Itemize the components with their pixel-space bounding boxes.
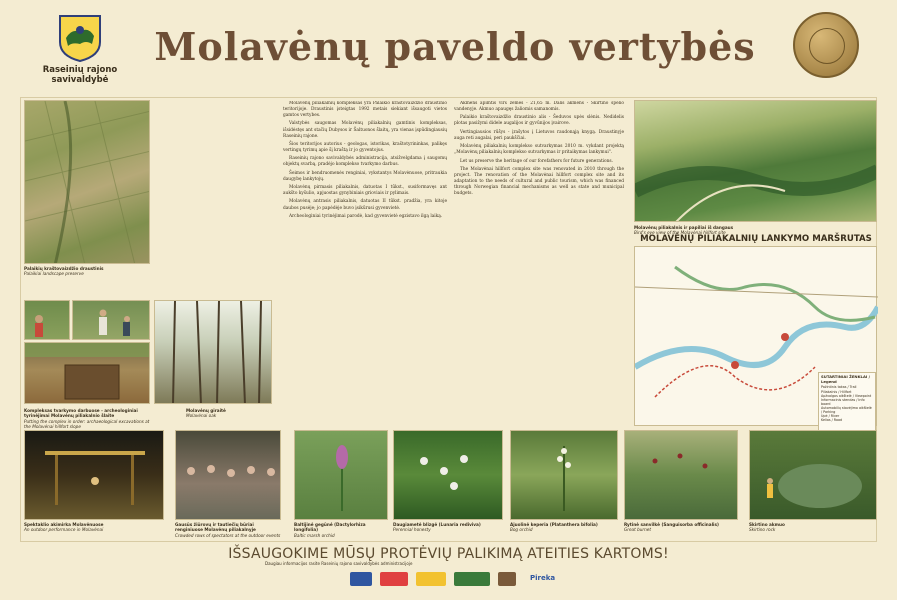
ministry-logo <box>454 572 490 586</box>
caption-oak-en: Molavėnai oak <box>186 413 217 419</box>
burnet-photo <box>624 430 738 520</box>
col1-paragraph: Molavėnų antrasis piliakalnis, datuotas II tūkst. pradžia, yra kitoje daubos pusėje; jo papėdėje buvo įsikūrusi gyvenvietė. <box>283 199 447 211</box>
audience-photo <box>175 430 281 520</box>
norway-grants-logo <box>380 572 408 586</box>
col2-paragraph: The Molavėnai hillfort complex site was renovated in 2010 through the project. The renovation of the Molavėnai hillfort complex site and its adaptation to the needs of cultural and public tourism, which was financed through Norwegian financial mechanisms as well as state and municipal budgets. <box>454 166 624 197</box>
caption-honesty <box>393 522 503 533</box>
col1-paragraph: Molavėnų piliakalnių kompleksas yra Palaikio kraštovaizdžio draustinio teritorijoje. Draustinis įsteigtas 1992 metais siekiant išsaugoti vietos gamtos vertybes. <box>283 101 447 119</box>
caption-audience-lt: Gausūs žiūrovų ir tautiečių būriai renginiuose Molavėnų piliakalnyje <box>175 522 256 533</box>
lithuania-logo <box>416 572 446 586</box>
legend-item: Apžvalgos aikštelė / Viewpoint <box>821 393 872 398</box>
footer-contact: Daugiau informacijos rasite Raseinių rajono savivaldybės administracijoje <box>265 561 413 566</box>
caption-landscape-lt: Palaikių kraštovaizdžio draustinis <box>24 266 104 271</box>
text-column-2 <box>454 101 624 427</box>
caption-orchid <box>294 522 388 538</box>
legend-item: Upė / River <box>821 414 840 419</box>
orchid-photo <box>294 430 388 520</box>
col1-paragraph: Šios teritorijos autorius - geologas, istorikas, kraštotyrininkas, palikęs vertingų tyrimų apie šį kraštą ir jo gyventojus. <box>283 141 447 154</box>
caption-rock-lt: Skirtino akmuo <box>749 522 785 527</box>
caption-oak <box>186 408 266 419</box>
col2-paragraph: Akmens apimtis virš žemės - 21,65 m. Dalis akmens - Skirtino spelio vandenyje. Akmuo apaugęs žaliomis samanomis. <box>454 101 624 113</box>
gold-seal-icon <box>793 12 859 78</box>
caption-rock-en: Skirtino rock <box>749 527 776 533</box>
caption-orchid-en: Baltic marsh orchid <box>294 532 335 538</box>
honesty-photo <box>393 430 503 520</box>
caption-bog-orchid-lt: Ajuolinė keperia (Platanthera bifolia) <box>510 522 598 527</box>
caption-aerial-en: Bird's eye view of the Molavėnai hillfort site <box>634 230 726 236</box>
legend-item: Pažintinis takas / Trail <box>821 385 857 390</box>
col1-paragraph: Molavėnų pirmasis piliakalnis, datuotas I tūkst., susiformavęs ant aukšto kyšulio, apjuostas gynybiniais grioviais ir pylimais. <box>283 185 447 197</box>
col2-paragraph: Vertingiausios rūšys - įrašytos į Lietuvos raudonąją knygą. Draustinyje auga reti augalai, peri paukščiai. <box>454 129 624 141</box>
caption-audience <box>175 522 281 538</box>
caption-performance-en: An outdoor performance in Molavėnai <box>24 527 104 533</box>
footer-slogan: IŠSAUGOKIME MŪSŲ PROTĖVIŲ PALIKIMĄ ATEITIES KARTOMS! <box>228 546 669 562</box>
col1-paragraph: Valstybės saugomas Molavėnų piliakalnių gamtinis kompleksas, išsidėstęs ant stačių Dubysos ir Šaltuonos šlaitų, yra vienas įspūdingiausių Raseinių rajone. <box>283 121 447 139</box>
eea-grants-logo <box>350 572 372 586</box>
municipality-line-2: savivaldybė <box>51 74 109 85</box>
aerial-hillfort-photo <box>634 100 877 222</box>
caption-bog-orchid-en: Bog orchid <box>510 527 533 533</box>
partner-logo <box>498 572 516 586</box>
caption-oak-lt: Molavėnų giraitė <box>186 408 226 413</box>
route-map-title: MOLAVĖNŲ PILIAKALNIŲ LANKYMO MARŠRUTAS <box>640 234 872 244</box>
caption-bog-orchid <box>510 522 618 533</box>
performance-photo <box>24 430 164 520</box>
caption-burnet-en: Great burnet <box>624 527 651 533</box>
archaeology-people-photo <box>24 300 70 340</box>
page-title: Molavėnų paveldo vertybės <box>154 24 756 69</box>
caption-excavation-en: Putting the complex in order: archaeological excavations at the Molavėnai hillfort slope <box>24 418 150 430</box>
archaeology-standing-photo <box>72 300 150 340</box>
caption-performance-lt: Spektaklio akimirka Molavėnuose <box>24 522 104 527</box>
caption-aerial-lt: Molavėnų piliakalnis ir papiliai iš dangaus <box>634 225 734 230</box>
caption-burnet-lt: Rytinė sanvilkė (Sanguisorba officinalis) <box>624 522 719 527</box>
municipality-line-1: Raseinių rajono <box>42 65 118 75</box>
aerial-field-photo <box>24 100 150 264</box>
caption-landscape <box>24 266 150 277</box>
legend-item: Piliakalnis / Hillfort <box>821 389 852 394</box>
col1-paragraph: Raseinių rajono savivaldybės administracija, atsižvelgdama į saugomų objektų svarbą, pradėjo komplekso tvarkymo darbus. <box>283 156 447 168</box>
caption-honesty-lt: Daugiametė blizgė (Lunaria rediviva) <box>393 522 481 527</box>
municipality-name <box>32 66 128 86</box>
caption-orchid-lt: Baltijinė gegūnė (Dactylorhiza longifolia) <box>294 522 366 533</box>
col2-paragraph: Palaikio kraštovaizdžio draustinio alis - Šeduvos upės slėnis. Nedidelis plotas pasižymi didele augalijos ir gyvūnijos įvairove. <box>454 115 624 127</box>
legend-item: Automobilių stovėjimo aikštelė / Parking <box>821 406 872 415</box>
legend-item: Informacinis stendas / Info board <box>821 397 865 406</box>
col1-paragraph: Šeimos ir bendruomenės renginiai, vykstantys Molavėnuose, pritraukia daugybę lankytojų. <box>283 170 447 182</box>
municipality-crest <box>58 14 102 62</box>
caption-honesty-en: Perennial honesty <box>393 527 431 533</box>
caption-rock <box>749 522 877 533</box>
caption-performance <box>24 522 164 533</box>
caption-excavation-lt: Kompleksas tvarkymo darbuose - archeologiniai tyrinėjimai Molavėnų piliakalnio šlaite <box>24 408 138 419</box>
bog-orchid-photo <box>510 430 618 520</box>
sponsor-logos <box>350 572 520 586</box>
rock-photo <box>749 430 877 520</box>
excavation-pit-photo <box>24 342 150 404</box>
col1-paragraph: Archeologiniai tyrinėjimai parodė, kad gyvenvietė egzistavo ilgą laiką. <box>289 213 443 219</box>
col2-paragraph: Molavėnų piliakalnių komplekso sutvarkymas 2010 m. vykdant projektą „Molavėnų piliakalnių komplekso sutvarkymas ir pritaikymas lankymui". <box>454 144 624 156</box>
legend-item: Kelias / Road <box>821 418 843 423</box>
pireka-logo: Pireka <box>530 574 556 582</box>
text-column-1 <box>283 101 447 427</box>
legend-title: SUTARTINIAI ŽENKLAI / Legend <box>821 374 871 384</box>
col2-paragraph: Let us preserve the heritage of our forefathers for future generations. <box>460 158 613 164</box>
caption-landscape-en: Palaikiai landscape preserve <box>24 271 84 277</box>
caption-excavation <box>24 408 150 430</box>
caption-burnet <box>624 522 738 533</box>
caption-audience-en: Crowded rows of spectators at the outdoor events <box>175 532 281 538</box>
oak-forest-photo <box>154 300 272 404</box>
